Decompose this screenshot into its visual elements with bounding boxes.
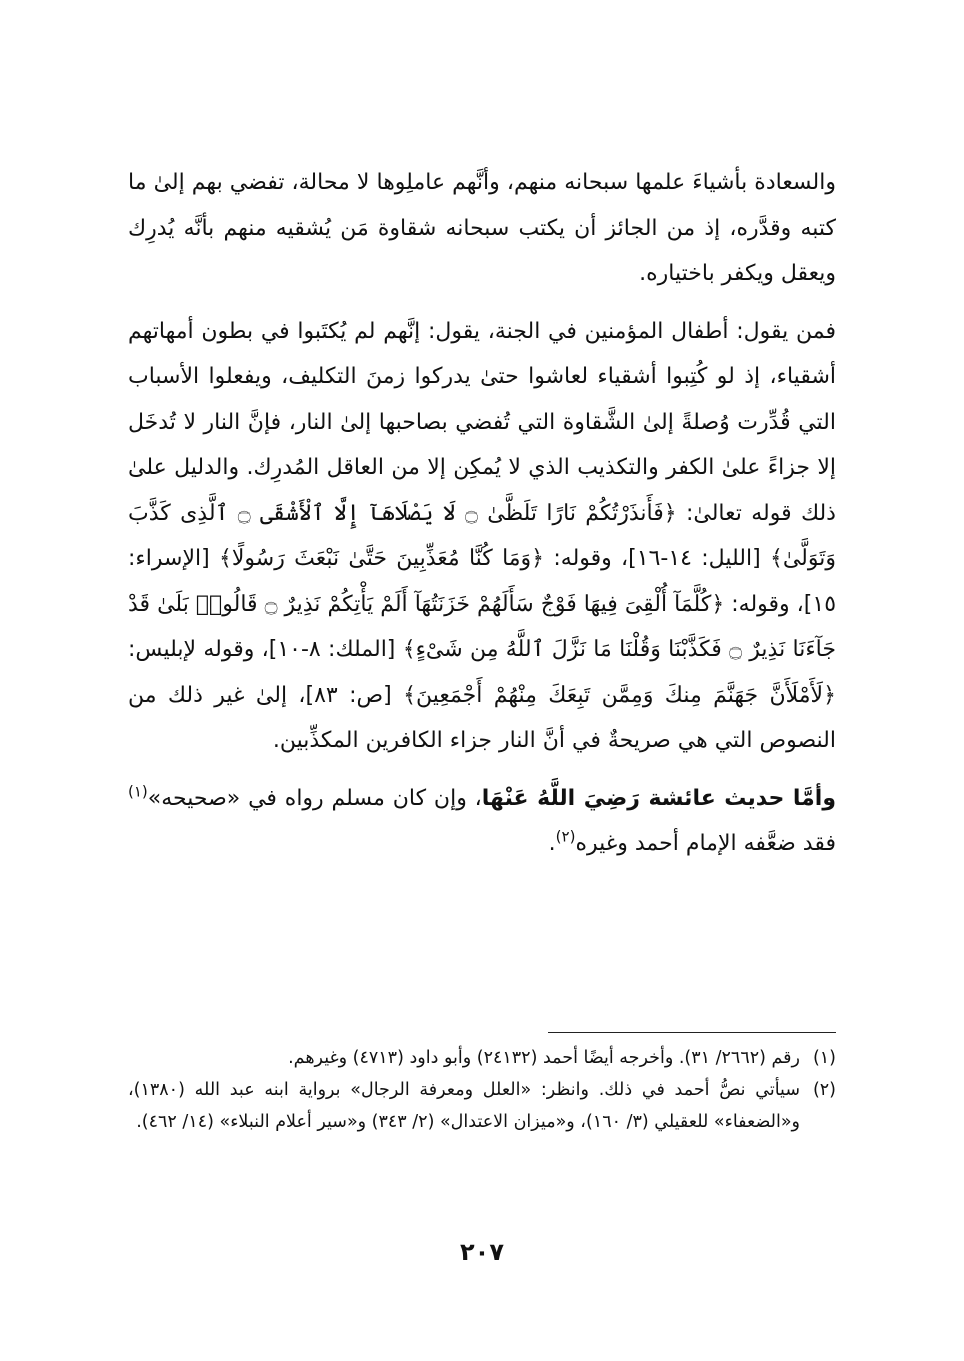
paragraph-2-text-a: فمن يقول: أطفال المؤمنين في الجنة، يقول: إنَّهم لم يُكتَبوا في بطون أمهاتهم أشقياء، إذ لو كُتِبوا أشقياء لعاشوا حتىٰ يدركوا زمنَ التكليف، ويفعلوا الأسباب التي قُدِّرت وُصلةً إلىٰ الشَّقاوة التي تُفضي بصاحبها إلىٰ النار، فإنَّ النار لا تُدخَل إلا جزاءً علىٰ الكفر والتكذيب الذي لا يُمكِن إلا من العاقل المُدرِك. والدليل علىٰ ذلك قوله تعالىٰ:: [128, 318, 836, 526]
main-text: [128, 160, 836, 867]
paragraph-1-text: والسعادة بأشياءَ علمها سبحانه منهم، وأنَّهم عاملِوها لا محالة، تفضي بهم إلىٰ ما كتبه وقدَّره، إذ من الجائز أن يكتب سبحانه شقاوة مَن يُشقيه منهم بأنَّه يُدرِك ويعقل ويكفر باختياره.: [128, 170, 836, 286]
footnote-ref-1[interactable]: (١): [128, 782, 148, 801]
paragraph-2-text-e: [ص: ٨٣]، إلىٰ غير ذلك من النصوص التي هي صريحةٌ في أنَّ النار جزاء الكافرين المكذِّبين.: [128, 682, 836, 753]
paragraph-2-text-d: [الملك: ٨-١٠]، وقوله لإبليس:: [128, 637, 403, 662]
footnote-ref-2[interactable]: (٢): [555, 827, 576, 846]
paragraph-3-text-b: فقد ضعَّفه الإمام أحمد وغيره: [575, 831, 836, 856]
paragraph-3-text-a: ، وإن كان مسلم رواه في «صحيحه»: [147, 785, 482, 811]
quran-verse-sad: ﴿لَأَمْلَأَنَّ جَهَنَّمَ مِنكَ وَمِمَّن تَبِعَكَ مِنْهُمْ أَجْمَعِينَ﴾: [403, 682, 836, 708]
quran-verse-al-mulk: ﴿كُلَّمَآ أُلْقِىَ فِيهَا فَوْجٌ سَأَلَهُمْ خَزَنَتُهَآ أَلَمْ يَأْتِكُمْ نَذِيرٌ ۝ قَالُوا۟ بَلَىٰ قَدْ جَآءَنَا نَذِيرٌ ۝ فَكَذَّبْنَا وَقُلْنَا مَا نَزَّلَ ٱللَّهُ مِن شَىْءٍ﴾: [128, 591, 836, 662]
footnote-2: [128, 1074, 836, 1138]
footnote-2-text: سيأتي نصُّ أحمد في ذلك. وانظر: «العلل ومعرفة الرجال» برواية ابنه عبد الله (١٣٨٠)، و«الضعفاء» للعقيلي (٣/ ١٦٠)، و«ميزان الاعتدال» (٢/ ٣٤٣) و«سير أعلام النبلاء» (١٤/ ٤٦٢).: [128, 1080, 800, 1132]
paragraph-3-end: .: [548, 831, 556, 856]
paragraph-2-text-b: [الليل: ١٤-١٦]، وقوله:: [544, 546, 770, 571]
footnote-1-number: (١): [812, 1048, 836, 1068]
quran-verse-al-isra: ﴿وَمَا كُنَّا مُعَذِّبِينَ حَتَّىٰ نَبْعَثَ رَسُولًا﴾: [218, 546, 545, 571]
footnote-1-text: رقم (٢٦٦٢/ ٣١). وأخرجه أيضًا أحمد (٢٤١٣٢) وأبو داود (٤٧١٣) وغيرهم.: [288, 1048, 800, 1068]
footnote-1: [128, 1042, 836, 1074]
paragraph-3: [128, 776, 836, 867]
page-number: ٢٠٧: [460, 1238, 504, 1266]
paragraph-3-lead: وأمَّا حديث عائشة رَضِيَ اللَّهُ عَنْهَا: [481, 785, 836, 811]
footnotes: [128, 1042, 836, 1138]
paragraph-2: [128, 309, 836, 764]
quran-verse-al-layl: ﴿فَأَنذَرْتُكُمْ نَارًا تَلَظَّىٰ ۝ لَا يَصْلَاهَآ إِلَّا ٱلْأَشْقَى ۝ ٱلَّذِى كَذَّبَ وَتَوَلَّىٰ﴾: [128, 500, 836, 571]
paragraph-2-text-c: [الإسراء: ١٥]، وقوله:: [128, 546, 837, 617]
paragraph-1: [128, 160, 836, 297]
footnote-divider: [548, 1032, 836, 1033]
footnote-2-number: (٢): [812, 1080, 836, 1100]
